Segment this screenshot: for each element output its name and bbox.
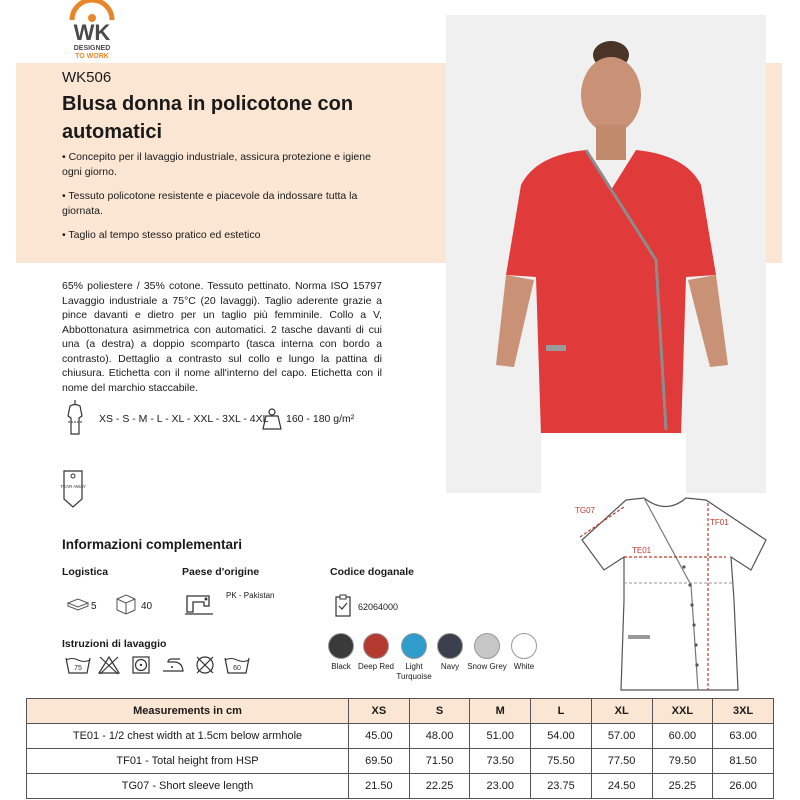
table-header: XL (591, 699, 652, 724)
table-header: S (409, 699, 470, 724)
tf01-label: TF01 (710, 518, 729, 527)
table-cell: 51.00 (470, 724, 531, 749)
tear-away-label-icon (62, 469, 84, 509)
fabric-weight: 160 - 180 g/m² (286, 413, 355, 425)
table-cell: 71.50 (409, 749, 470, 774)
color-label: Light Turquoise (396, 662, 432, 681)
table-cell: 79.50 (652, 749, 713, 774)
table-header-row (27, 699, 774, 724)
table-cell: 63.00 (713, 724, 774, 749)
color-swatch-black[interactable] (328, 633, 354, 659)
product-description: 65% poliestere / 35% cotone. Tessuto pettinato. Norma ISO 15797 Lavaggio industriale a 75°C (20 lavaggi). Taglio aderente grazie a pince davanti e dietro per un taglio più femminile. Collo a V, Abbottonatura asimmetrica con automatici. 2 tasche davanti di cui una (a destra) a doppio scomparto (tasca interna con bordo a contrasto). Dettaglio a contrasto sul collo e lungo la pattina di chiusura. Etichetta con il nome all'interno del capo. Etichetta con il nome del marchio staccabile. (62, 280, 382, 394)
size-range: XS - S - M - L - XL - XXL - 3XL - 4XL (99, 413, 269, 425)
color-label: White (513, 662, 535, 671)
tear-away-text: TEAR AWAY (60, 484, 86, 489)
color-label: Black (331, 662, 351, 671)
color-swatch-light-turquoise[interactable] (401, 633, 427, 659)
table-cell: 57.00 (591, 724, 652, 749)
pack-icon (66, 597, 90, 611)
iron-icon (160, 656, 186, 674)
wash-label: Istruzioni di lavaggio (62, 638, 167, 650)
table-header: Measurements in cm (27, 699, 349, 724)
color-swatch-snow-grey[interactable] (474, 633, 500, 659)
te01-label: TE01 (632, 546, 652, 555)
garment-size-icon (64, 398, 86, 438)
color-label: Snow Grey (467, 662, 507, 671)
sewing-machine-icon (184, 592, 214, 618)
svg-text:60: 60 (233, 665, 241, 672)
color-swatch-navy[interactable] (437, 633, 463, 659)
table-cell: 75.50 (531, 749, 592, 774)
box-icon (114, 592, 138, 616)
table-row (27, 774, 774, 799)
color-label: Navy (440, 662, 460, 671)
table-header: XS (349, 699, 410, 724)
table-cell: TG07 - Short sleeve length (27, 774, 349, 799)
table-cell: 45.00 (349, 724, 410, 749)
weight-icon (262, 408, 282, 430)
svg-text:TO WORK: TO WORK (75, 53, 109, 60)
table-cell: 69.50 (349, 749, 410, 774)
pack-count: 5 (91, 601, 97, 612)
table-cell: TF01 - Total height from HSP (27, 749, 349, 774)
svg-text:75: 75 (74, 665, 82, 672)
table-cell: 23.00 (470, 774, 531, 799)
product-photo (446, 15, 766, 493)
product-title: Blusa donna in policotone con automatici (62, 93, 354, 143)
wk-logo (62, 2, 122, 60)
feature-item: • Taglio al tempo stesso pratico ed estetico (62, 229, 261, 241)
feature-item: • Tessuto policotone resistente e piacevole da indossare tutta la giornata. (62, 190, 358, 217)
table-cell: TE01 - 1/2 chest width at 1.5cm below armhole (27, 724, 349, 749)
table-header: M (470, 699, 531, 724)
table-cell: 77.50 (591, 749, 652, 774)
tumble-dry-icon (131, 655, 151, 675)
table-cell: 23.75 (531, 774, 592, 799)
feature-item: • Concepito per il lavaggio industriale, assicura protezione e igiene ogni giorno. (62, 151, 371, 178)
table-cell: 73.50 (470, 749, 531, 774)
table-row (27, 749, 774, 774)
wash-60-icon (223, 655, 251, 675)
measurement-diagram (566, 495, 780, 695)
svg-text:DESIGNED: DESIGNED (73, 45, 111, 52)
color-swatch-white[interactable] (511, 633, 537, 659)
wash-75-icon (64, 655, 92, 675)
table-row (27, 724, 774, 749)
no-dry-clean-icon (194, 654, 216, 676)
table-header: XXL (652, 699, 713, 724)
logo-text: WK (73, 20, 111, 45)
table-cell: 22.25 (409, 774, 470, 799)
measurements-table (26, 698, 774, 799)
tg07-label: TG07 (575, 506, 596, 515)
table-cell: 25.25 (652, 774, 713, 799)
table-cell: 54.00 (531, 724, 592, 749)
feature-list (62, 150, 382, 252)
clipboard-icon (334, 594, 352, 618)
table-cell: 21.50 (349, 774, 410, 799)
table-cell: 24.50 (591, 774, 652, 799)
table-cell: 26.00 (713, 774, 774, 799)
no-bleach-icon (97, 655, 121, 675)
customs-label: Codice doganale (330, 566, 415, 578)
origin-label: Paese d'origine (182, 566, 260, 578)
logistica-label: Logistica (62, 566, 109, 578)
table-cell: 81.50 (713, 749, 774, 774)
table-header: 3XL (713, 699, 774, 724)
customs-value: 62064000 (358, 602, 399, 612)
box-count: 40 (141, 601, 153, 612)
origin-value: PK - Pakistan (226, 591, 275, 600)
info-title: Informazioni complementari (62, 537, 243, 552)
table-cell: 60.00 (652, 724, 713, 749)
table-header: L (531, 699, 592, 724)
table-cell: 48.00 (409, 724, 470, 749)
color-label: Deep Red (357, 662, 395, 671)
product-code: WK506 (62, 69, 112, 86)
color-swatch-deep-red[interactable] (363, 633, 389, 659)
